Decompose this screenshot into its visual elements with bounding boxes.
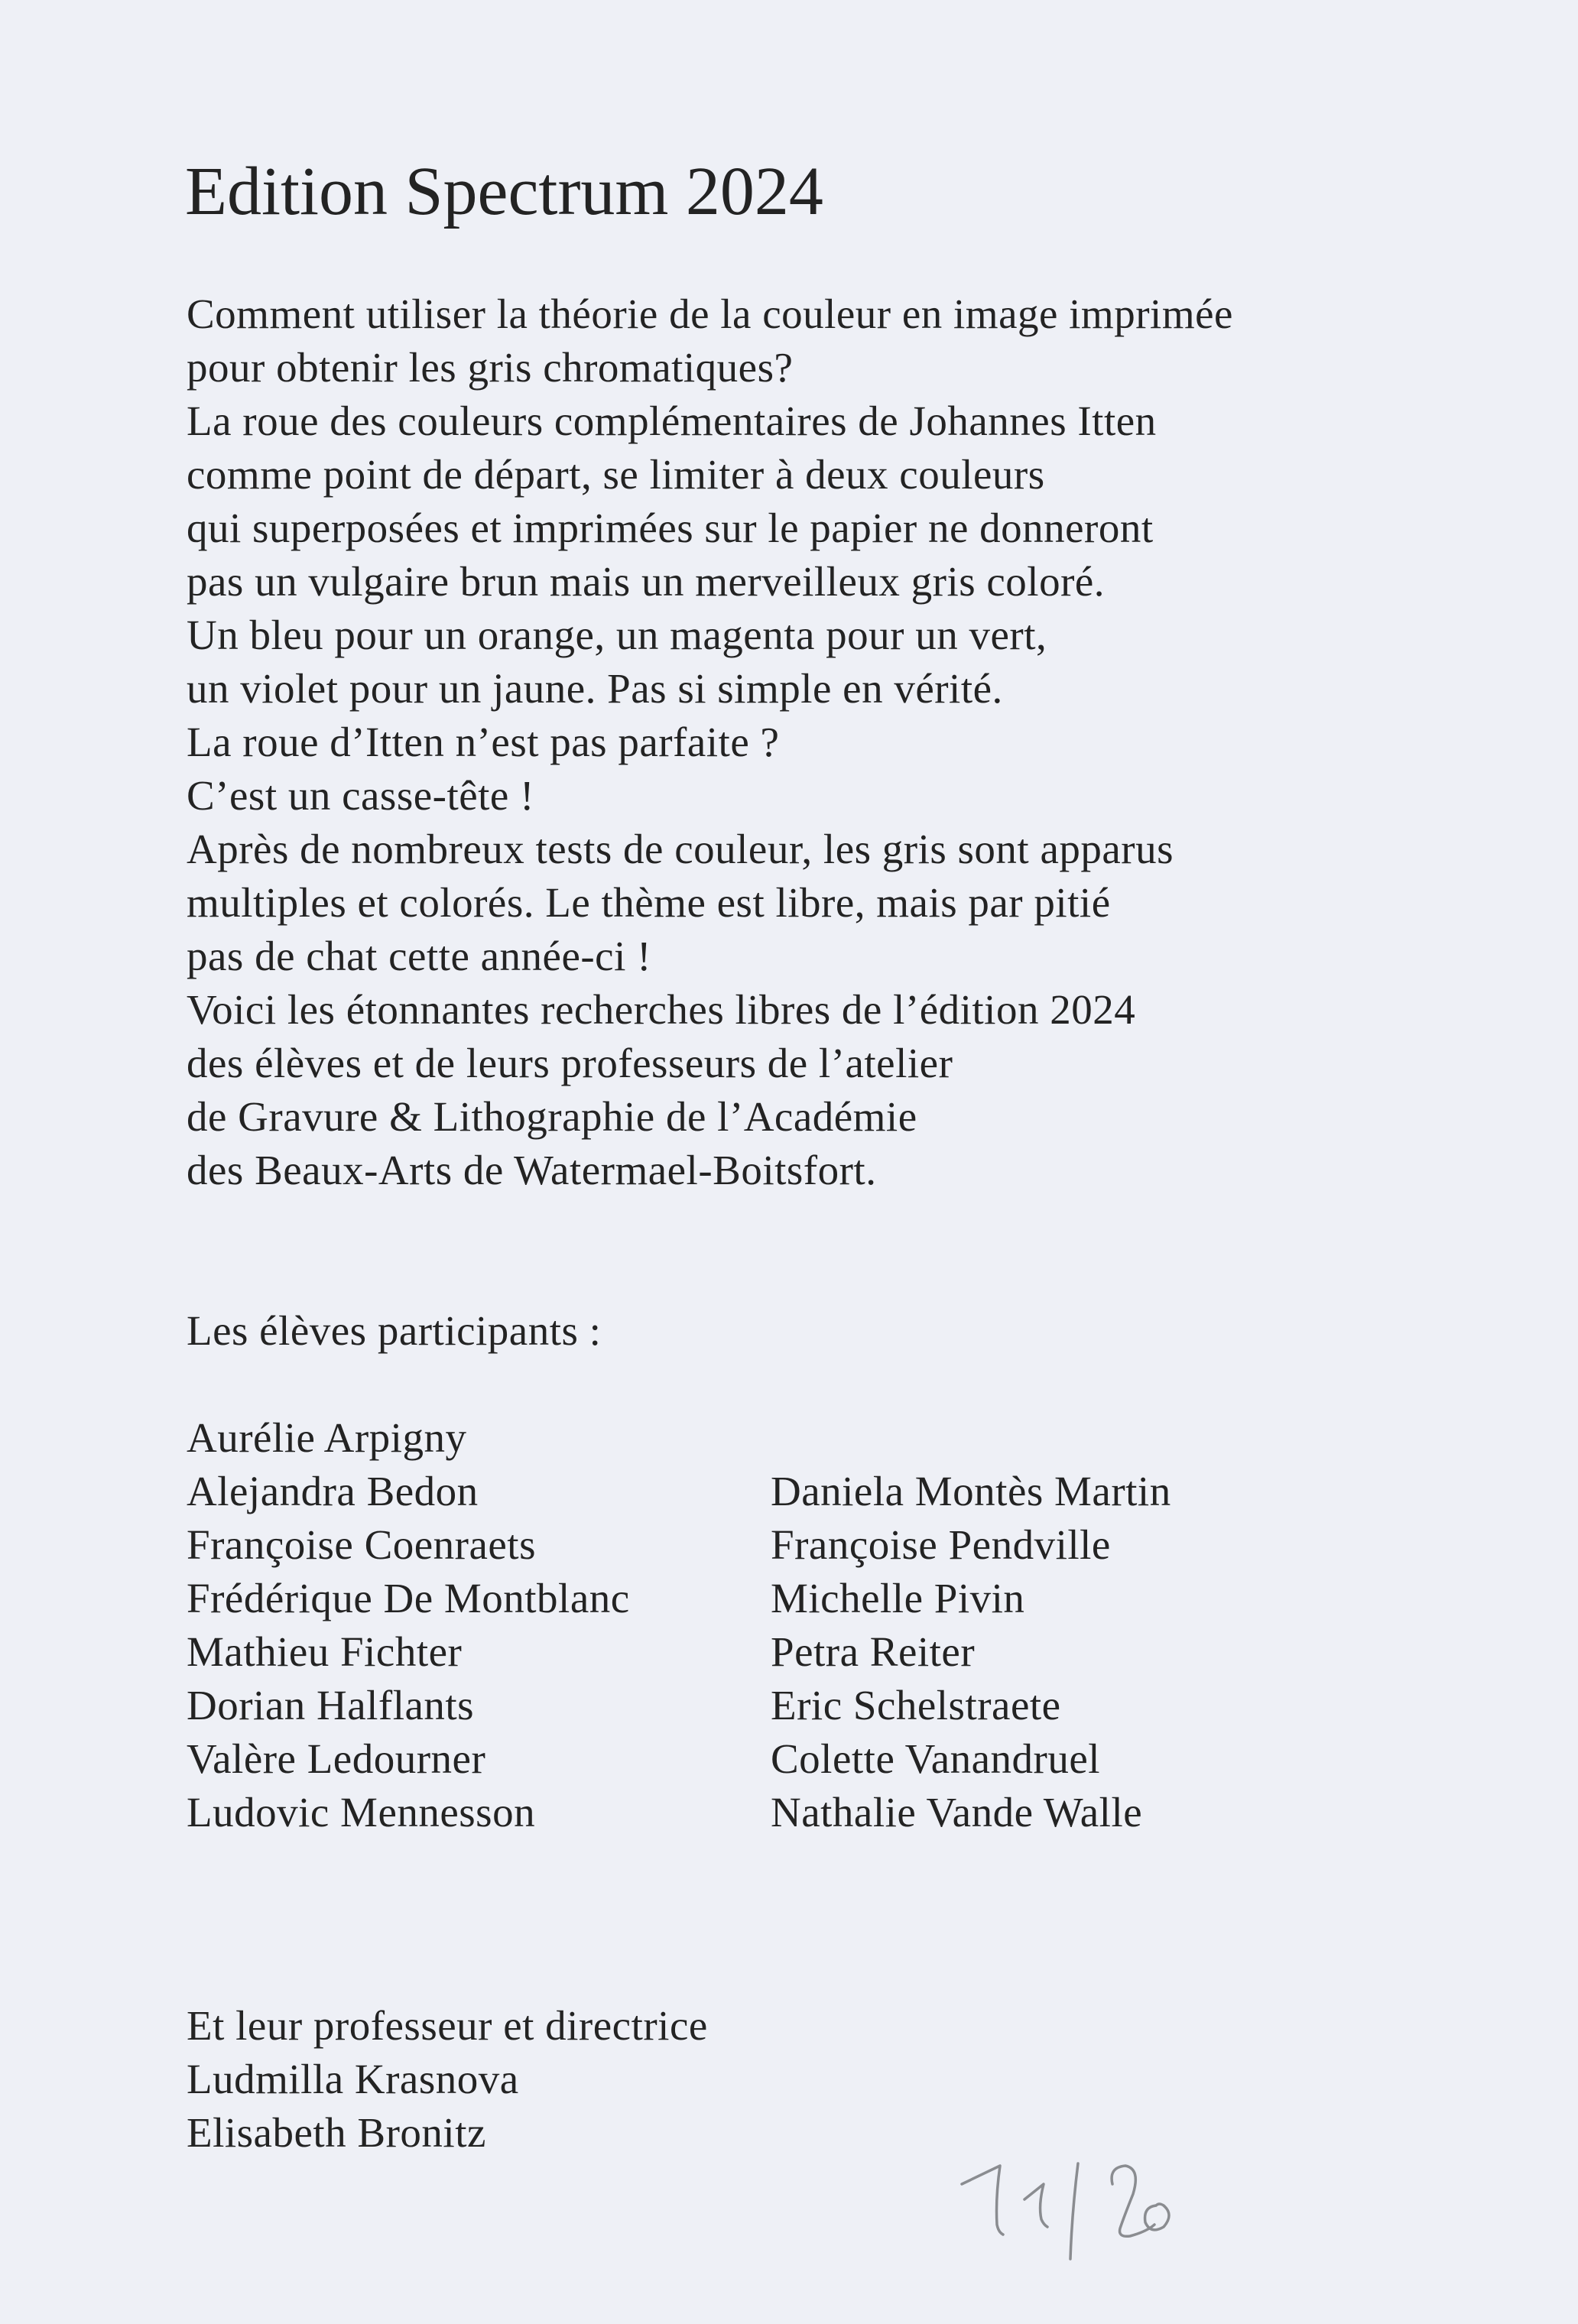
- student-name: Aurélie Arpigny: [187, 1414, 467, 1461]
- intro-line: C’est un casse-tête !: [187, 772, 534, 819]
- intro-line: qui superposées et imprimées sur le papier ne donneront: [187, 505, 1154, 551]
- students-list-column-2: [771, 1465, 1171, 1839]
- handwritten-edition-number: [956, 2152, 1185, 2267]
- intro-line: La roue d’Itten n’est pas parfaite ?: [187, 719, 780, 765]
- intro-line: des élèves et de leurs professeurs de l’atelier: [187, 1040, 953, 1086]
- student-name: Françoise Pendville: [771, 1521, 1111, 1568]
- student-name: Nathalie Vande Walle: [771, 1789, 1143, 1836]
- intro-line: comme point de départ, se limiter à deux couleurs: [187, 451, 1045, 498]
- intro-line: un violet pour un jaune. Pas si simple en vérité.: [187, 665, 1003, 712]
- teacher-line: Elisabeth Bronitz: [187, 2109, 486, 2156]
- student-name: Ludovic Mennesson: [187, 1789, 536, 1836]
- students-list-column-1: [187, 1411, 630, 1839]
- intro-line: pas un vulgaire brun mais un merveilleux gris coloré.: [187, 558, 1106, 605]
- intro-line: des Beaux-Arts de Watermael-Boitsfort.: [187, 1147, 877, 1193]
- intro-line: Comment utiliser la théorie de la couleur en image imprimée: [187, 290, 1233, 337]
- student-name: Eric Schelstraete: [771, 1682, 1061, 1728]
- intro-line: de Gravure & Lithographie de l’Académie: [187, 1093, 917, 1140]
- intro-line: Un bleu pour un orange, un magenta pour un vert,: [187, 612, 1047, 658]
- teachers-section: [187, 1999, 708, 2160]
- intro-line: Après de nombreux tests de couleur, les gris sont apparus: [187, 826, 1174, 872]
- intro-paragraph: [187, 287, 1233, 1197]
- teacher-line: Ludmilla Krasnova: [187, 2056, 519, 2102]
- intro-line: Voici les étonnantes recherches libres de l’édition 2024: [187, 986, 1136, 1033]
- student-name: Valère Ledourner: [187, 1735, 486, 1782]
- students-heading: Les élèves participants :: [187, 1307, 602, 1354]
- intro-line: pour obtenir les gris chromatiques?: [187, 344, 794, 391]
- student-name: Colette Vanandruel: [771, 1735, 1101, 1782]
- intro-line: pas de chat cette année-ci !: [187, 933, 651, 979]
- teacher-line: Et leur professeur et directrice: [187, 2002, 708, 2049]
- intro-line: multiples et colorés. Le thème est libre, mais par pitié: [187, 879, 1111, 926]
- student-name: Michelle Pivin: [771, 1575, 1025, 1621]
- student-name: Alejandra Bedon: [187, 1468, 479, 1514]
- student-name: Françoise Coenraets: [187, 1521, 536, 1568]
- student-name: Daniela Montès Martin: [771, 1468, 1171, 1514]
- intro-line: La roue des couleurs complémentaires de Johannes Itten: [187, 398, 1157, 444]
- student-name: Frédérique De Montblanc: [187, 1575, 630, 1621]
- student-name: Petra Reiter: [771, 1628, 976, 1675]
- document-title: Edition Spectrum 2024: [185, 154, 823, 229]
- student-name: Mathieu Fichter: [187, 1628, 463, 1675]
- student-name: Dorian Halflants: [187, 1682, 475, 1728]
